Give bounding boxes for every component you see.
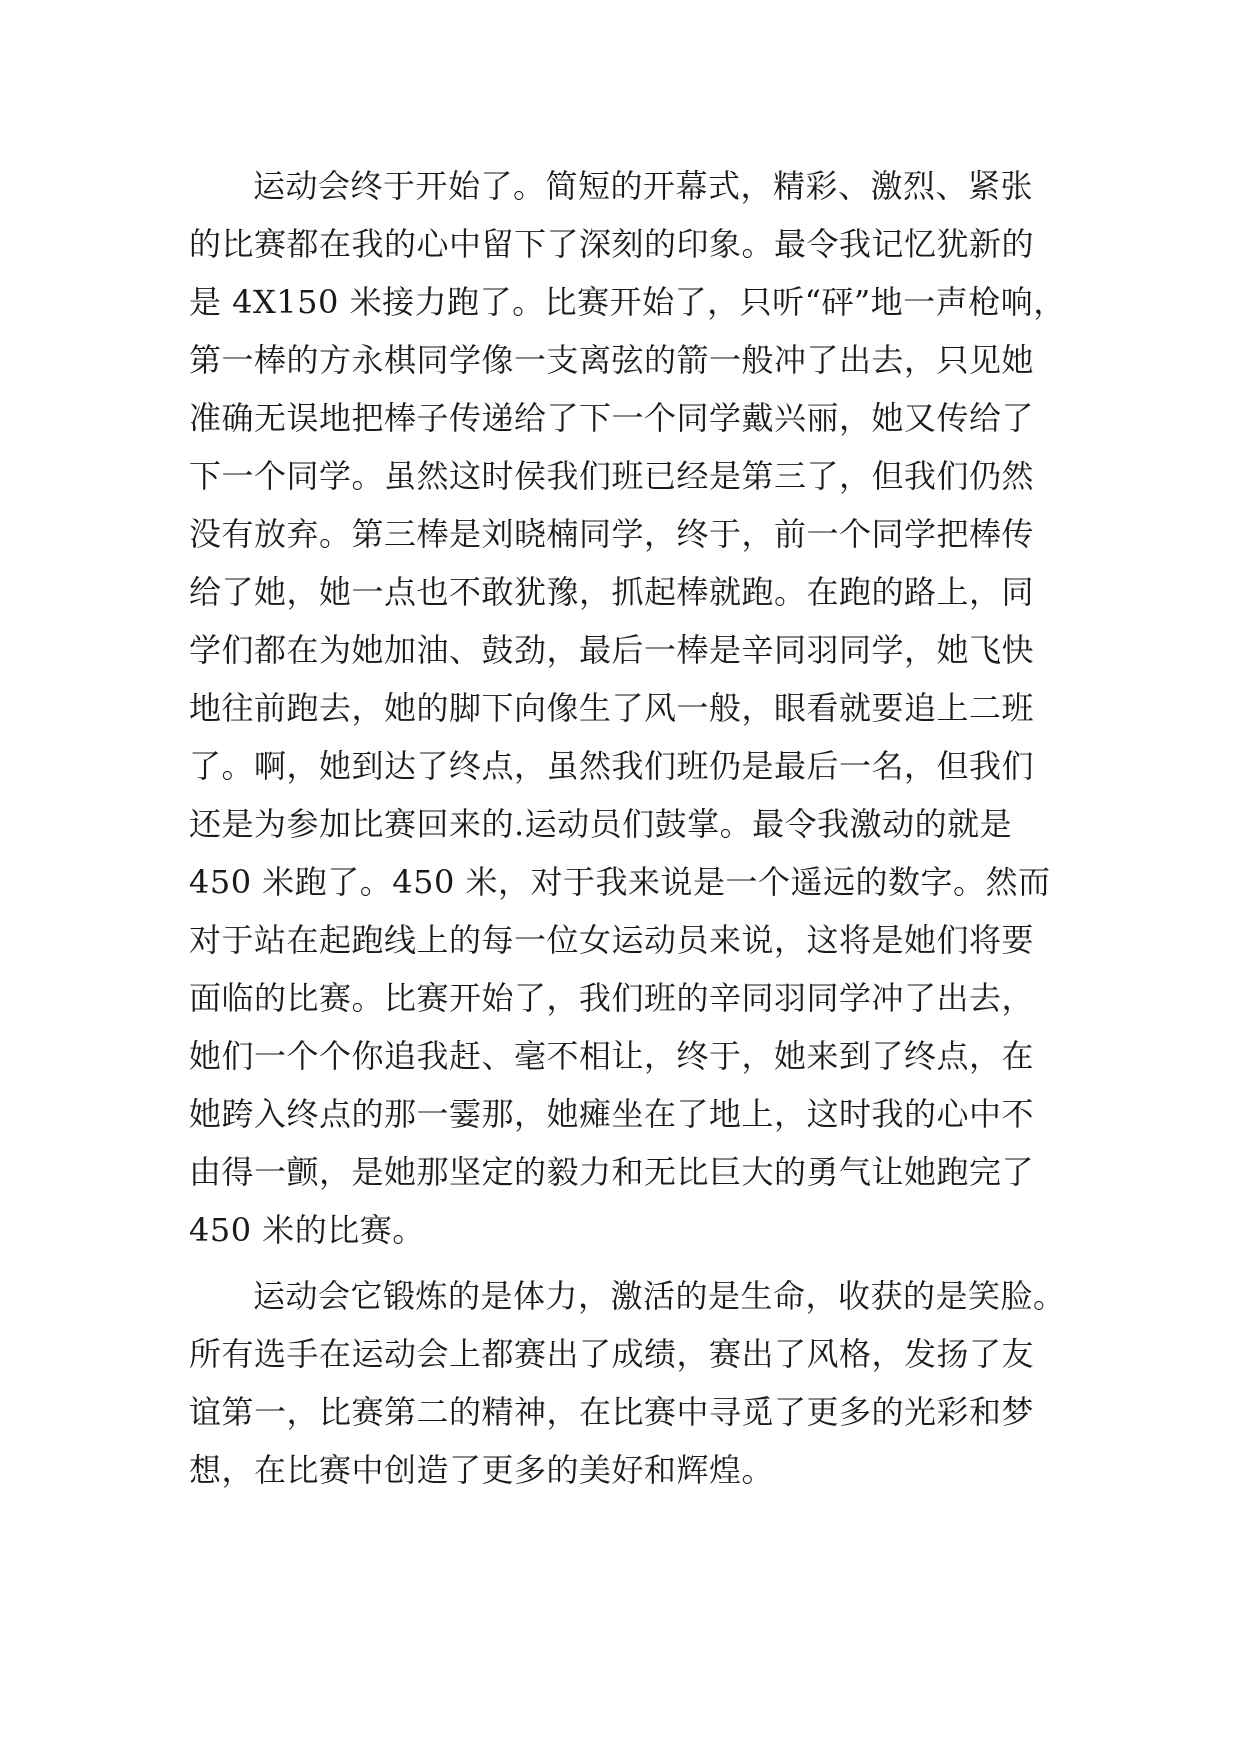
text-line: 谊第一，比赛第二的精神，在比赛中寻觅了更多的光彩和梦 <box>189 1393 1035 1431</box>
text-line: 面临的比赛。比赛开始了，我们班的辛同羽同学冲了出去， <box>189 979 1035 1017</box>
text-line: 了。啊，她到达了终点，虽然我们班仍是最后一名，但我们 <box>189 747 1035 785</box>
text-line: 她们一个个你追我赶、毫不相让，终于，她来到了终点，在 <box>189 1037 1035 1075</box>
text-line: 第一棒的方永棋同学像一支离弦的箭一般冲了出去，只见她 <box>189 341 1035 379</box>
text-line: 她跨入终点的那一霎那，她瘫坐在了地上，这时我的心中不 <box>189 1095 1035 1133</box>
paragraph-1 <box>189 157 1066 1259</box>
text-line: 运动会终于开始了。简短的开幕式，精彩、激烈、紧张 <box>253 167 1034 205</box>
text-line: 的比赛都在我的心中留下了深刻的印象。最令我记忆犹新的 <box>189 225 1035 263</box>
text-line: 450 米的比赛。 <box>189 1211 425 1249</box>
document-body <box>189 157 1066 1499</box>
text-line: 没有放弃。第三棒是刘晓楠同学，终于，前一个同学把棒传 <box>189 515 1035 553</box>
text-line: 学们都在为她加油、鼓劲，最后一棒是辛同羽同学，她飞快 <box>189 631 1035 669</box>
text-line: 对于站在起跑线上的每一位女运动员来说，这将是她们将要 <box>189 921 1035 959</box>
text-line: 下一个同学。虽然这时侯我们班已经是第三了，但我们仍然 <box>189 457 1035 495</box>
text-line: 准确无误地把棒子传递给了下一个同学戴兴丽，她又传给了 <box>189 399 1035 437</box>
text-line: 450 米跑了。450 米，对于我来说是一个遥远的数字。然而 <box>189 863 1051 901</box>
text-line: 是 4X150 米接力跑了。比赛开始了，只听“砰”地一声枪响， <box>189 283 1066 321</box>
text-line: 想，在比赛中创造了更多的美好和辉煌。 <box>189 1451 775 1489</box>
text-line: 由得一颤，是她那坚定的毅力和无比巨大的勇气让她跑完了 <box>189 1153 1035 1191</box>
paragraph-2 <box>189 1267 1066 1499</box>
text-line: 所有选手在运动会上都赛出了成绩，赛出了风格，发扬了友 <box>189 1335 1035 1373</box>
text-line: 运动会它锻炼的是体力，激活的是生命，收获的是笑脸。 <box>253 1277 1066 1315</box>
text-line: 还是为参加比赛回来的.运动员们鼓掌。最令我激动的就是 <box>189 805 1013 843</box>
text-line: 地往前跑去，她的脚下向像生了风一般，眼看就要追上二班 <box>189 689 1035 727</box>
text-line: 给了她，她一点也不敢犹豫，抓起棒就跑。在跑的路上，同 <box>189 573 1035 611</box>
